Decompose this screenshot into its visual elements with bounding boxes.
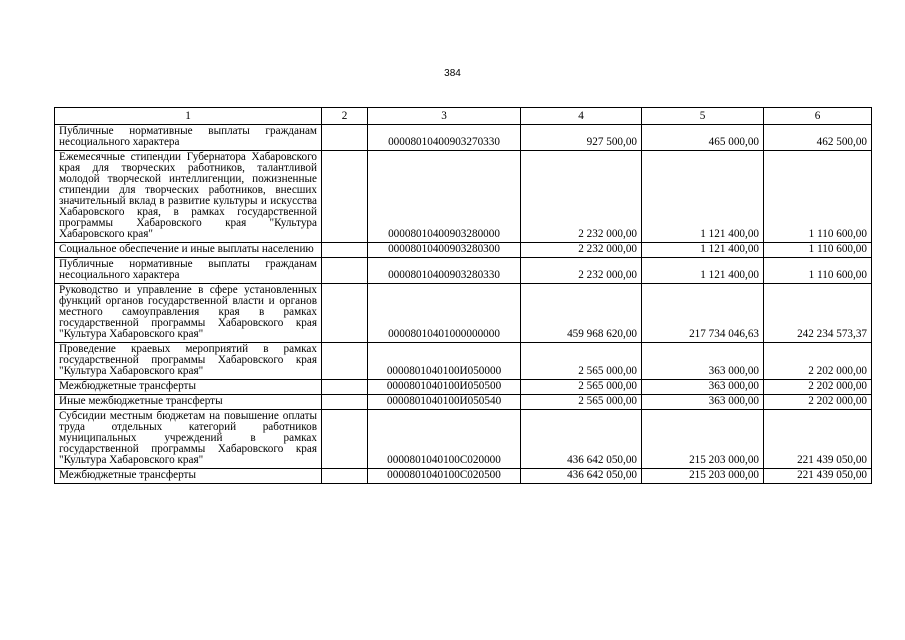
header-cell: 4 [521, 108, 642, 125]
row-name-cell: Проведение краевых мероприятий в рамках государственной программы Хабаровского края "Культура Хабаровского края" [55, 343, 322, 380]
row-value-cell: 363 000,00 [642, 343, 764, 380]
row-name-cell: Публичные нормативные выплаты гражданам несоциального характера [55, 125, 322, 151]
row-value-cell: 2 232 000,00 [521, 243, 642, 258]
row-name-cell: Публичные нормативные выплаты гражданам несоциального характера [55, 258, 322, 284]
table-row [55, 410, 872, 469]
row-value-cell: 221 439 050,00 [764, 469, 872, 484]
row-value-cell: 217 734 046,63 [642, 284, 764, 343]
row-name-cell: Ежемесячные стипендии Губернатора Хабаровского края для творческих работников, талантливой молодой творческой интеллигенции, пожизненные стипендии для творческих работников, внесших значительный вклад в развитие культуры и искусства Хабаровского края, в рамках государственной программы Хабаровского края "Культура Хабаровского края" [55, 151, 322, 243]
row-value-cell: 2 202 000,00 [764, 343, 872, 380]
table-row [55, 380, 872, 395]
row-value-cell: 459 968 620,00 [521, 284, 642, 343]
row-col2-cell [322, 151, 368, 243]
table-row [55, 343, 872, 380]
row-value-cell: 465 000,00 [642, 125, 764, 151]
table-row [55, 395, 872, 410]
header-cell: 1 [55, 108, 322, 125]
row-col2-cell [322, 343, 368, 380]
row-name-cell: Руководство и управление в сфере установленных функций органов государственной власти и органов местного самоуправления края в рамках государственной программы Хабаровского края "Культура Хабаровского края" [55, 284, 322, 343]
table-header-row [55, 108, 872, 125]
table-row [55, 243, 872, 258]
row-value-cell: 363 000,00 [642, 395, 764, 410]
row-col2-cell [322, 469, 368, 484]
table-row [55, 151, 872, 243]
row-name-cell: Межбюджетные трансферты [55, 469, 322, 484]
row-name-cell: Субсидии местным бюджетам на повышение оплаты труда отдельных категорий работников муниципальных учреждений в рамках государственной программы Хабаровского края "Культура Хабаровского края" [55, 410, 322, 469]
row-value-cell: 2 232 000,00 [521, 258, 642, 284]
row-value-cell: 2 202 000,00 [764, 395, 872, 410]
table-row [55, 125, 872, 151]
row-value-cell: 215 203 000,00 [642, 410, 764, 469]
row-col2-cell [322, 395, 368, 410]
row-value-cell: 927 500,00 [521, 125, 642, 151]
row-code-cell: 0000801040100И050000 [368, 343, 521, 380]
page-number: 384 [444, 68, 461, 79]
row-name-cell: Иные межбюджетные трансферты [55, 395, 322, 410]
row-col2-cell [322, 258, 368, 284]
row-code-cell: 00008010400903270330 [368, 125, 521, 151]
row-value-cell: 1 110 600,00 [764, 258, 872, 284]
row-value-cell: 2 232 000,00 [521, 151, 642, 243]
row-value-cell: 242 234 573,37 [764, 284, 872, 343]
row-code-cell: 00008010400903280300 [368, 243, 521, 258]
header-cell: 5 [642, 108, 764, 125]
row-col2-cell [322, 380, 368, 395]
row-value-cell: 2 565 000,00 [521, 395, 642, 410]
header-cell: 2 [322, 108, 368, 125]
row-value-cell: 1 110 600,00 [764, 151, 872, 243]
row-code-cell: 00008010401000000000 [368, 284, 521, 343]
row-value-cell: 1 110 600,00 [764, 243, 872, 258]
row-value-cell: 363 000,00 [642, 380, 764, 395]
row-value-cell: 436 642 050,00 [521, 410, 642, 469]
header-cell: 6 [764, 108, 872, 125]
row-code-cell: 0000801040100И050540 [368, 395, 521, 410]
row-name-cell: Социальное обеспечение и иные выплаты населению [55, 243, 322, 258]
row-code-cell: 0000801040100С020500 [368, 469, 521, 484]
row-value-cell: 1 121 400,00 [642, 258, 764, 284]
row-value-cell: 221 439 050,00 [764, 410, 872, 469]
table-row [55, 284, 872, 343]
row-name-cell: Межбюджетные трансферты [55, 380, 322, 395]
header-cell: 3 [368, 108, 521, 125]
table-row [55, 258, 872, 284]
row-value-cell: 215 203 000,00 [642, 469, 764, 484]
row-code-cell: 0000801040100С020000 [368, 410, 521, 469]
row-code-cell: 0000801040100И050500 [368, 380, 521, 395]
row-value-cell: 436 642 050,00 [521, 469, 642, 484]
table-row [55, 469, 872, 484]
row-code-cell: 00008010400903280000 [368, 151, 521, 243]
row-col2-cell [322, 410, 368, 469]
row-code-cell: 00008010400903280330 [368, 258, 521, 284]
row-value-cell: 1 121 400,00 [642, 151, 764, 243]
row-value-cell: 1 121 400,00 [642, 243, 764, 258]
row-col2-cell [322, 284, 368, 343]
budget-table [54, 107, 872, 484]
row-value-cell: 2 565 000,00 [521, 343, 642, 380]
row-value-cell: 2 202 000,00 [764, 380, 872, 395]
row-col2-cell [322, 243, 368, 258]
row-col2-cell [322, 125, 368, 151]
row-value-cell: 462 500,00 [764, 125, 872, 151]
row-value-cell: 2 565 000,00 [521, 380, 642, 395]
